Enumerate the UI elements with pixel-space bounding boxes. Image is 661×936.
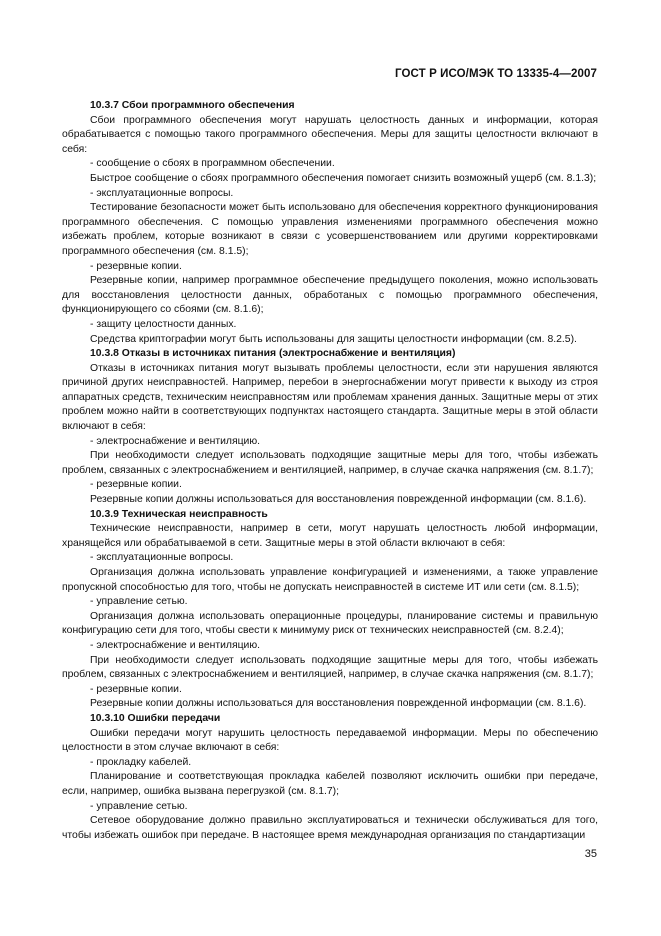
list-item: - резервные копии. bbox=[90, 260, 182, 272]
list-item: - прокладку кабелей. bbox=[90, 756, 192, 768]
paragraph: Организация должна использовать управление конфигурацией и изменениями, а также управление пропускной способностью для того, чтобы не допускать неисправностей в системе ИТ или сети (см. 8.1.5); bbox=[62, 567, 598, 593]
paragraph: Планирование и соответствующая прокладка кабелей позволяют исключить ошибки при передаче, если, например, ошибка вызвана перегрузкой (см. 8.1.7); bbox=[62, 771, 598, 797]
list-item: - эксплуатационные вопросы. bbox=[90, 187, 234, 199]
standard-code-header: ГОСТ Р ИСО/МЭК ТО 13335-4—2007 bbox=[395, 68, 597, 80]
paragraph: Резервные копии должны использоваться для восстановления поврежденной информации (см. 8.1.6). bbox=[90, 698, 587, 710]
list-item: - резервные копии. bbox=[90, 683, 182, 695]
page-number: 35 bbox=[584, 848, 597, 860]
list-item: - управление сетью. bbox=[90, 800, 188, 812]
list-item: - резервные копии. bbox=[90, 479, 182, 491]
section-heading: 10.3.10 Ошибки передачи bbox=[90, 712, 221, 724]
document-body bbox=[62, 99, 598, 843]
paragraph: Быстрое сообщение о сбоях программного обеспечения помогает снизить возможный ущерб (см. 8.1.3); bbox=[90, 172, 597, 184]
paragraph: Организация должна использовать операционные процедуры, планирование системы и правильную конфигурацию сети для того, чтобы свести к минимуму риск от технических неисправностей (см. 8.2.4); bbox=[62, 610, 598, 637]
list-item: - электроснабжение и вентиляцию. bbox=[90, 435, 261, 447]
list-item: - эксплуатационные вопросы. bbox=[90, 552, 234, 564]
section-heading: 10.3.7 Сбои программного обеспечения bbox=[90, 100, 295, 111]
list-item: - электроснабжение и вентиляцию. bbox=[90, 639, 261, 651]
paragraph: Тестирование безопасности может быть использовано для обеспечения корректного функционирования программного обеспечения. С помощью управления изменениями программного обеспечения можно избежать проблем, которые возникают в связи с усовершенствованием или другими корректировками программного обеспечения (см. 8.1.5); bbox=[62, 202, 598, 257]
paragraph: Средства криптографии могут быть использованы для защиты целостности информации (см. 8.2.5). bbox=[90, 333, 577, 345]
paragraph: Резервные копии, например программное обеспечение предыдущего поколения, можно использовать для восстановления целостности данных, обработаных с помощью программного обеспечения, функционирующего со сбоями (см. 8.1.6); bbox=[62, 275, 598, 316]
paragraph: Технические неисправности, например в сети, могут нарушать целостность любой информации, хранящейся или обрабатываемой в сети. Защитные меры в этой области включают в себя: bbox=[62, 523, 598, 549]
paragraph: При необходимости следует использовать подходящие защитные меры для того, чтобы избежать проблем, связанных с электроснабжением и вентиляцией, например, в случае скачка напряжения (см. 8.1.7); bbox=[62, 654, 598, 681]
list-item: - защиту целостности данных. bbox=[90, 318, 237, 330]
list-item: - управление сетью. bbox=[90, 596, 188, 608]
list-item: - сообщение о сбоях в программном обеспечении. bbox=[90, 158, 335, 170]
paragraph: Сетевое оборудование должно правильно эксплуатироваться и технически обслуживаться для того, чтобы избежать ошибок при передаче. В настоящее время международная организация по стандартизации bbox=[62, 815, 598, 841]
paragraph: Ошибки передачи могут нарушить целостность передаваемой информации. Меры по обеспечению целостности в этом случае включают в себя: bbox=[62, 727, 598, 754]
section-heading: 10.3.8 Отказы в источниках питания (электроснабжение и вентиляция) bbox=[90, 348, 456, 360]
paragraph: Отказы в источниках питания могут вызывать проблемы целостности, если эти нарушения являются причиной других неисправностей. Например, перебои в энергоснабжении могут привести к выходу из строя аппаратных средств, техническим неисправностям или проблемам хранения данных. Защитные меры от этих проблем можно найти в соответствующих подпунктах настоящего стандарта. Защитные меры в этой области включают в себя: bbox=[62, 362, 598, 433]
paragraph: Сбои программного обеспечения могут нарушать целостность данных и информации, которая обрабатывается с помощью такого программного обеспечения. Меры для защиты целостности включают в себя: bbox=[62, 114, 598, 155]
paragraph: При необходимости следует использовать подходящие защитные меры для того, чтобы избежать проблем, связанных с электроснабжением и вентиляцией, например, в случае скачка напряжения (см. 8.1.7); bbox=[62, 450, 598, 476]
section-heading: 10.3.9 Техническая неисправность bbox=[90, 508, 268, 520]
paragraph: Резервные копии должны использоваться для восстановления поврежденной информации (см. 8.1.6). bbox=[90, 494, 587, 506]
